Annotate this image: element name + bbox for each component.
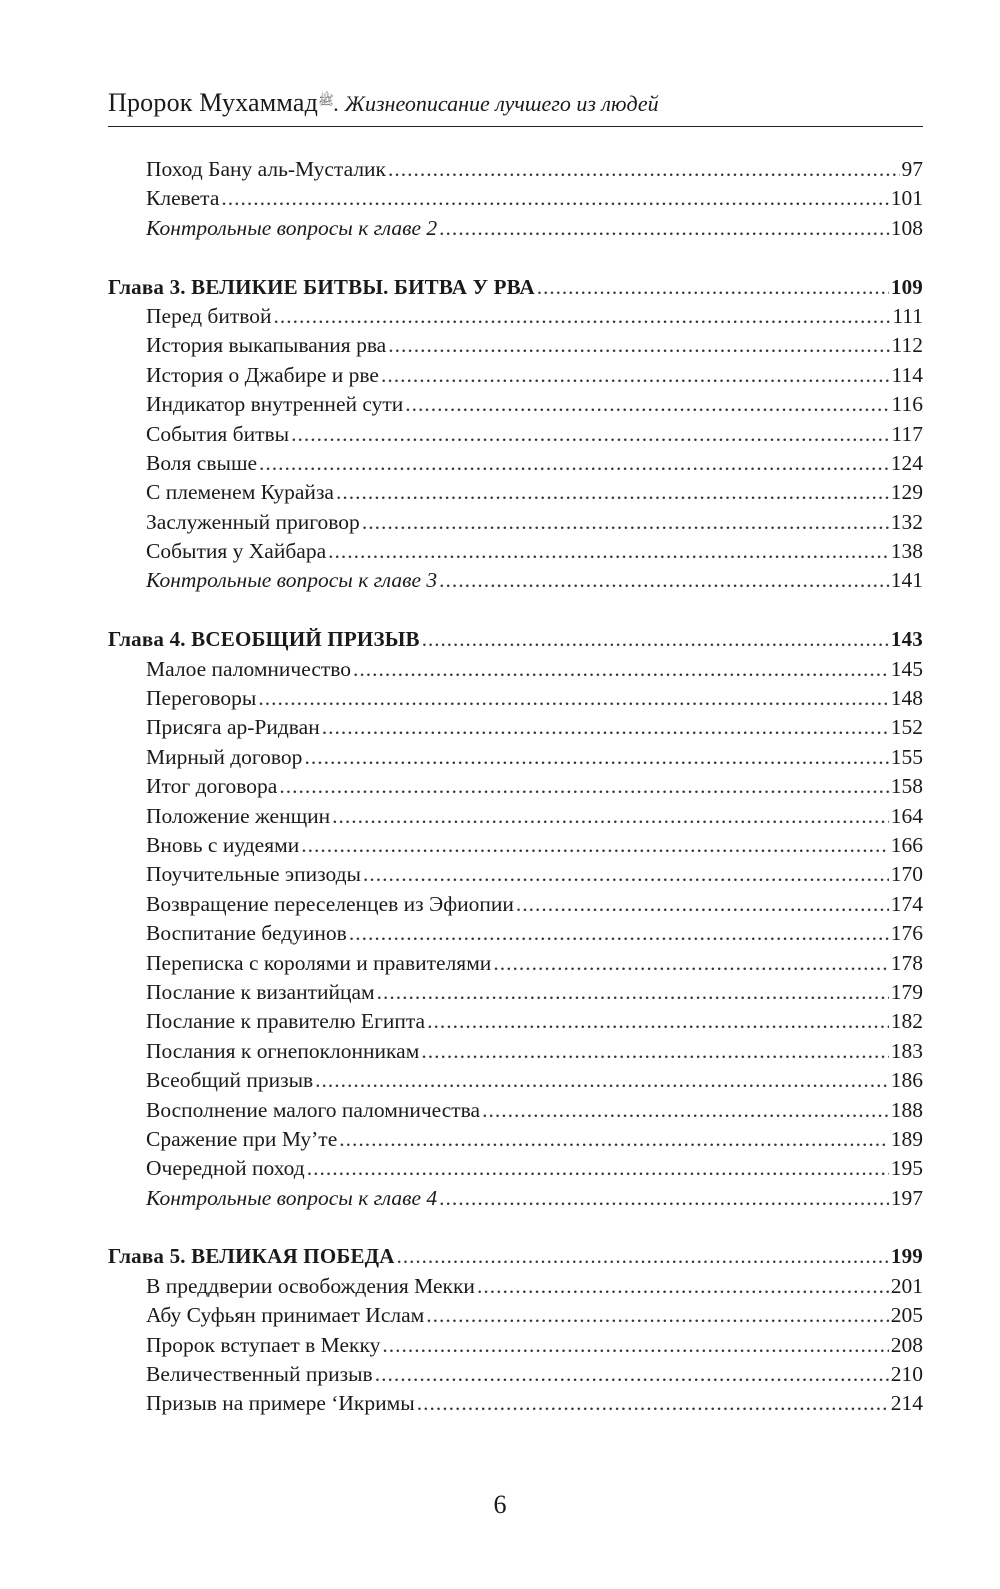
toc-entry-page: 97	[901, 157, 923, 181]
toc-chapter-entry	[108, 1242, 923, 1271]
toc-entry-title: Мирный договор	[146, 744, 303, 769]
toc-entry-title: Глава 3. ВЕЛИКИЕ БИТВЫ. БИТВА У РВА	[108, 274, 535, 299]
dot-leader	[349, 919, 889, 948]
dot-leader	[307, 1154, 889, 1183]
toc-entry	[108, 860, 923, 889]
toc-entry-title: Глава 4. ВСЕОБЩИЙ ПРИЗЫВ	[108, 627, 420, 652]
toc-entry	[108, 537, 923, 566]
toc-entry-title: Контрольные вопросы к главе 4	[146, 1185, 438, 1210]
dot-leader	[427, 1007, 889, 1036]
dot-leader	[439, 214, 889, 243]
dot-leader	[332, 802, 889, 831]
toc-entry-title: Глава 5. ВЕЛИКАЯ ПОБЕДА	[108, 1244, 395, 1269]
dot-leader	[477, 1272, 889, 1301]
toc-entry-title: Контрольные вопросы к главе 2	[146, 215, 438, 240]
toc-entry-page: 197	[890, 1185, 923, 1210]
toc-entry-page: 116	[891, 392, 923, 417]
dot-leader	[381, 361, 890, 390]
dot-leader	[258, 684, 888, 713]
toc-entry-page: 188	[890, 1097, 923, 1122]
dot-leader	[388, 331, 889, 360]
toc-entry-page: 124	[890, 450, 923, 475]
toc-entry-page: 155	[890, 744, 923, 769]
toc-entry-title: Послание к правителю Египта	[146, 1009, 426, 1034]
toc-entry	[108, 1184, 923, 1213]
dot-leader	[397, 1242, 889, 1271]
toc-entry	[108, 566, 923, 595]
toc-entry-title: Возвращение переселенцев из Эфиопии	[146, 891, 514, 916]
toc-entry-page: 111	[892, 303, 923, 328]
toc-entry-page: 189	[890, 1126, 923, 1151]
toc-entry-title: Клевета	[146, 186, 220, 211]
dot-leader	[274, 302, 891, 331]
toc-entry-title: Воля свыше	[146, 450, 258, 475]
toc-entry-page: 199	[890, 1244, 923, 1269]
toc-entry-page: 101	[890, 186, 923, 211]
toc-entry	[108, 919, 923, 948]
dot-leader	[482, 1096, 889, 1125]
dot-leader	[417, 1389, 889, 1418]
toc-entry-title: Заслуженный приговор	[146, 509, 360, 534]
toc-entry-page: 176	[890, 921, 923, 946]
toc-entry-title: Восполнение малого паломничества	[146, 1097, 481, 1122]
dot-leader	[315, 1066, 889, 1095]
toc-entry-title: Переписка с королями и правителями	[146, 950, 492, 975]
dot-leader	[339, 1125, 889, 1154]
table-of-contents	[108, 155, 923, 1419]
toc-entry-title: В преддверии освобождения Мекки	[146, 1273, 475, 1298]
dot-leader	[279, 772, 888, 801]
toc-entry	[108, 184, 923, 213]
toc-entry	[108, 214, 923, 243]
honorific-mark: ﷺ	[318, 93, 334, 109]
toc-entry	[108, 743, 923, 772]
toc-entry	[108, 302, 923, 331]
toc-entry-page: 183	[890, 1038, 923, 1063]
dot-leader	[439, 1184, 889, 1213]
toc-entry-page: 178	[890, 950, 923, 975]
toc-entry-page: 108	[890, 215, 923, 240]
toc-entry-title: Малое паломничество	[146, 656, 352, 681]
toc-entry	[108, 1125, 923, 1154]
toc-entry-page: 208	[890, 1332, 923, 1357]
toc-entry-title: Всеобщий призыв	[146, 1068, 314, 1093]
book-subtitle: . Жизнеописание лучшего из людей	[333, 91, 659, 116]
toc-entry-title: Перед битвой	[146, 303, 272, 328]
dot-leader	[362, 508, 889, 537]
toc-entry	[108, 1007, 923, 1036]
toc-entry	[108, 831, 923, 860]
toc-entry-page: 145	[890, 656, 923, 681]
toc-entry-page: 195	[890, 1156, 923, 1181]
toc-entry-page: 201	[890, 1273, 923, 1298]
toc-entry	[108, 978, 923, 1007]
toc-entry	[108, 655, 923, 684]
dot-leader	[301, 831, 889, 860]
toc-entry-title: События у Хайбара	[146, 539, 327, 564]
toc-entry-title: Поучительные эпизоды	[146, 862, 361, 887]
dot-leader	[322, 713, 889, 742]
toc-entry-title: Сражение при Му’те	[146, 1126, 338, 1151]
dot-leader	[377, 978, 889, 1007]
toc-entry	[108, 449, 923, 478]
toc-entry-title: Величественный призыв	[146, 1362, 373, 1387]
toc-entry-title: Переговоры	[146, 686, 257, 711]
toc-entry-page: 166	[890, 832, 923, 857]
dot-leader	[426, 1301, 889, 1330]
book-title: Пророк Мухаммад	[108, 88, 319, 117]
dot-leader	[353, 655, 889, 684]
dot-leader	[328, 537, 889, 566]
toc-entry-page: 117	[891, 421, 923, 446]
toc-entry-page: 158	[890, 774, 923, 799]
toc-entry-page: 152	[890, 715, 923, 740]
toc-entry-page: 170	[890, 862, 923, 887]
toc-entry	[108, 684, 923, 713]
toc-entry-page: 141	[890, 568, 923, 593]
dot-leader	[422, 625, 889, 654]
toc-entry-title: Призыв на примере ‘Икримы	[146, 1391, 415, 1416]
toc-entry-title: Послание к византийцам	[146, 979, 375, 1004]
toc-entry-page: 205	[890, 1303, 923, 1328]
toc-entry-title: Индикатор внутренней сути	[146, 392, 404, 417]
toc-entry	[108, 1096, 923, 1125]
dot-leader	[516, 890, 889, 919]
toc-entry	[108, 1272, 923, 1301]
toc-entry	[108, 1037, 923, 1066]
toc-entry-page: 210	[890, 1362, 923, 1387]
toc-entry-title: История выкапывания рва	[146, 333, 387, 358]
toc-entry-title: Пророк вступает в Мекку	[146, 1332, 381, 1357]
toc-entry-page: 109	[890, 274, 923, 299]
dot-leader	[537, 273, 889, 302]
toc-entry-title: Воспитание бедуинов	[146, 921, 347, 946]
toc-entry-page: 138	[890, 539, 923, 564]
toc-entry-page: 112	[891, 333, 923, 358]
toc-entry-title: Поход Бану аль-Мусталик	[146, 157, 387, 181]
toc-entry	[108, 1389, 923, 1418]
toc-entry	[108, 713, 923, 742]
dot-leader	[304, 743, 888, 772]
dot-leader	[382, 1331, 888, 1360]
toc-entry-page: 129	[890, 480, 923, 505]
toc-entry-title: Послания к огнепоклонникам	[146, 1038, 420, 1063]
toc-entry	[108, 390, 923, 419]
toc-entry-page: 179	[890, 979, 923, 1004]
toc-entry	[108, 155, 923, 184]
toc-entry-page: 143	[890, 627, 923, 652]
toc-entry-page: 132	[890, 509, 923, 534]
toc-entry	[108, 1066, 923, 1095]
toc-entry	[108, 1331, 923, 1360]
toc-entry	[108, 772, 923, 801]
dot-leader	[405, 390, 889, 419]
toc-entry-title: Абу Суфьян принимает Ислам	[146, 1303, 425, 1328]
toc-chapter-entry	[108, 273, 923, 302]
toc-entry	[108, 1360, 923, 1389]
toc-entry	[108, 478, 923, 507]
toc-entry-title: Контрольные вопросы к главе 3	[146, 568, 438, 593]
dot-leader	[363, 860, 889, 889]
toc-entry	[108, 361, 923, 390]
dot-leader	[221, 184, 888, 213]
dot-leader	[375, 1360, 889, 1389]
toc-entry-title: С племенем Курайза	[146, 480, 334, 505]
toc-entry-title: Очередной поход	[146, 1156, 305, 1181]
running-header	[108, 88, 923, 127]
toc-entry-title: События битвы	[146, 421, 290, 446]
toc-entry	[108, 802, 923, 831]
toc-entry-title: Положение женщин	[146, 803, 331, 828]
toc-chapter-entry	[108, 625, 923, 654]
toc-entry-page: 214	[890, 1391, 923, 1416]
dot-leader	[421, 1037, 888, 1066]
toc-entry	[108, 949, 923, 978]
toc-entry-title: Присяга ар-Ридван	[146, 715, 320, 740]
toc-entry-page: 164	[890, 803, 923, 828]
toc-entry	[108, 1154, 923, 1183]
toc-entry	[108, 890, 923, 919]
toc-entry-title: Итог договора	[146, 774, 278, 799]
dot-leader	[259, 449, 889, 478]
toc-entry	[108, 508, 923, 537]
toc-entry-page: 148	[890, 686, 923, 711]
dot-leader	[439, 566, 889, 595]
dot-leader	[388, 155, 899, 184]
toc-entry-title: История о Джабире и рве	[146, 362, 379, 387]
toc-entry	[108, 420, 923, 449]
toc-entry-page: 114	[891, 362, 923, 387]
toc-entry-page: 174	[890, 891, 923, 916]
dot-leader	[336, 478, 889, 507]
toc-entry-page: 186	[890, 1068, 923, 1093]
toc-entry-page: 182	[890, 1009, 923, 1034]
toc-entry	[108, 1301, 923, 1330]
toc-entry-title: Вновь с иудеями	[146, 832, 300, 857]
dot-leader	[493, 949, 888, 978]
page-number: 6	[493, 1490, 507, 1519]
dot-leader	[291, 420, 889, 449]
toc-entry	[108, 331, 923, 360]
